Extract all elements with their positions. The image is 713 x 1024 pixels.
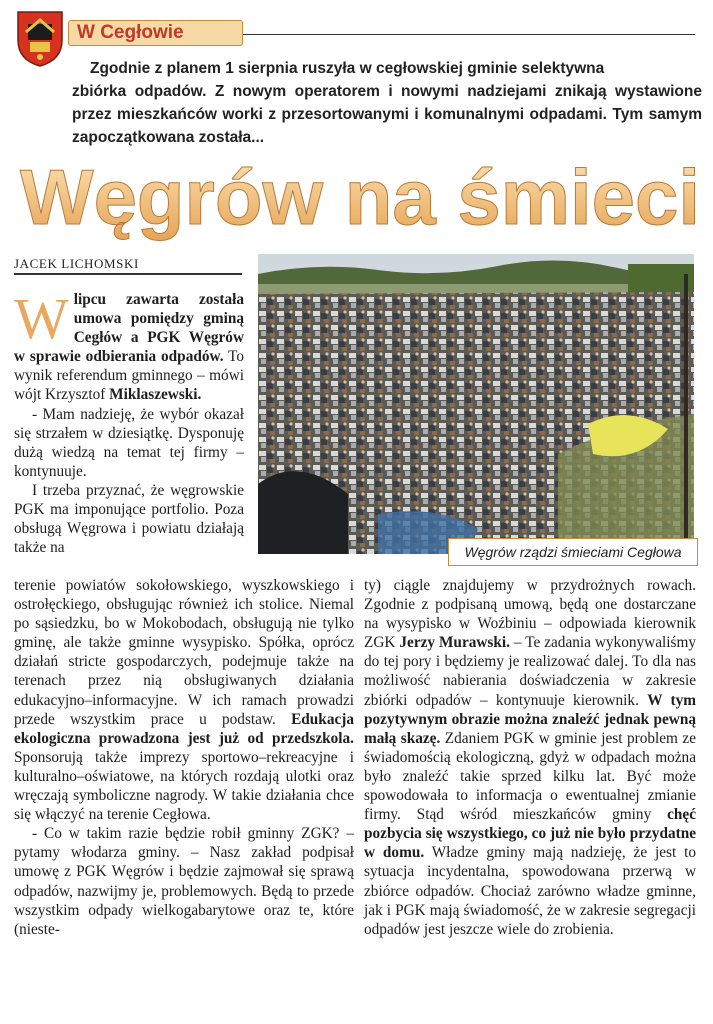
- author-rule: [14, 273, 242, 275]
- header-rule: [243, 34, 695, 35]
- intro-bold: lipcu zawarta została umowa pomiędzy gminą Cegłów a PGK Węgrów w sprawie odbierania odpadów.: [14, 291, 244, 366]
- paragraph-3-start: I trzeba przyznać, że węgrowskie PGK ma imponujące portfolio. Poza obsługą Węgrowa i powiatu działają także na: [14, 481, 244, 557]
- paragraph-3-bold: Edukacja ekologiczna prowadzona jest już od przedszkola.: [14, 710, 354, 747]
- c2-text-b: – Te zadania wykonywaliśmy do tej pory i będziemy je realizować dalej. To dla nas możliwość nabierania doświadczenia w zakresie zbiórki odpadów – kontynuuje kierownik.: [364, 634, 696, 709]
- headline: [10, 150, 710, 250]
- coat-of-arms-icon: [16, 10, 64, 68]
- column-2: [364, 576, 696, 939]
- photo-caption: Węgrów rządzi śmieciami Cegłowa: [448, 538, 698, 566]
- paragraph-3-continued: [14, 576, 354, 824]
- paragraph-4: - Co w takim razie będzie robił gminny ZGK? – pytamy włodarza gminy. – Nasz zakład podpisał umowę z PGK Węgrów i będzie zajmował się sprawą odpadów, nazwijmy je, problemowych. Będą to przede wszystkim odpady wielkogabarytowe oraz te, które (nieste-: [14, 825, 354, 938]
- landfill-photo: [258, 254, 694, 554]
- c2-text-d: Władze gminy mają nadzieję, że jest to sytuacja incydentalna, spowodowana przerwą w zbiórce odpadów. Chociaż zarówno władze gminne, jak i PGK mają świadomość, że w zakresie segregacji odpadów jest jeszcze wiele do zrobienia.: [364, 844, 696, 938]
- section-label: [68, 20, 243, 46]
- c2-name: Jerzy Murawski.: [399, 634, 510, 652]
- column-1-bottom: [14, 576, 354, 939]
- c2-text-a: ty) ciągle znajdujemy w przydrożnych rowach. Zgodnie z podpisaną umową, będą one dostarczane na wysypisko w Woźbiniu – odpowiada kierownik ZGK: [364, 577, 696, 652]
- section-label-text: W Cegłowie: [77, 22, 184, 43]
- intro-paragraph: [14, 286, 244, 405]
- c2-text-c: Zdaniem PGK w gminie jest problem ze świadomością ekologiczną, gdyż w odpadach można było znaleźć takie sprzed kilku lat. Być może spowodowała to informacja o ewentualnej zmianie firmy. Stąd wśród mieszkańców gminy: [364, 729, 696, 824]
- paragraph-2: - Mam nadzieję, że wybór okazał się strzałem w dziesiątkę. Dysponuję dużą wiedzą na temat tej firmy – kontynuuje.: [14, 405, 244, 480]
- intro-name: Miklaszewski.: [109, 386, 202, 404]
- paragraph-3-text-a: terenie powiatów sokołowskiego, wyszkowskiego i ostrołęckiego, obsługując również ich stolice. Niemal po sąsiedzku, bo w Mokobodach, obsługują nie tylko gminę, ale także gminne wysypisko. Spółka, oprócz działań stricte gospodarczych, podejmuje także na terenach przez nią obsługiwanych działania edukacyjno–informacyjne. W ich ramach prowadzi przede wszystkim prace u podstaw.: [14, 577, 354, 728]
- paragraph-3-text-b: Sponsorują także imprezy sportowo–rekreacyjne i kulturalno–oświatowe, na których rozdają ulotki oraz wręczają symboliczne nagrody. W takie działania chce się włączyć na terenie Cegłowa.: [14, 748, 354, 824]
- column-2-paragraph: [364, 576, 696, 939]
- headline-text: Węgrów na śmieci: [20, 153, 700, 241]
- lead-line-2: zbiórka odpadów. Z nowym operatorem i nowymi nadziejami znikają wystawione przez mieszkańców worki z przesortowanymi i komunalnymi odpadami. Tym samym zapoczątkowana została...: [72, 83, 702, 146]
- c2-bold-1: W tym pozytywnym obrazie można znaleźć jednak pewną małą skazę.: [364, 691, 696, 747]
- lead-paragraph: [72, 57, 702, 149]
- lead-line-1: Zgodnie z planem 1 sierpnia ruszyła w cegłowskiej gminie selektywna: [90, 60, 605, 77]
- drop-cap: W: [14, 286, 69, 351]
- column-1-top: [14, 286, 244, 557]
- intro-text: To wynik referendum gminnego – mówi wójt Krzysztof: [14, 348, 244, 404]
- c2-bold-2: chęć pozbycia się wszystkiego, co już nie było przydatne w domu.: [364, 806, 696, 862]
- author-byline: JACEK LICHOMSKI: [14, 256, 139, 271]
